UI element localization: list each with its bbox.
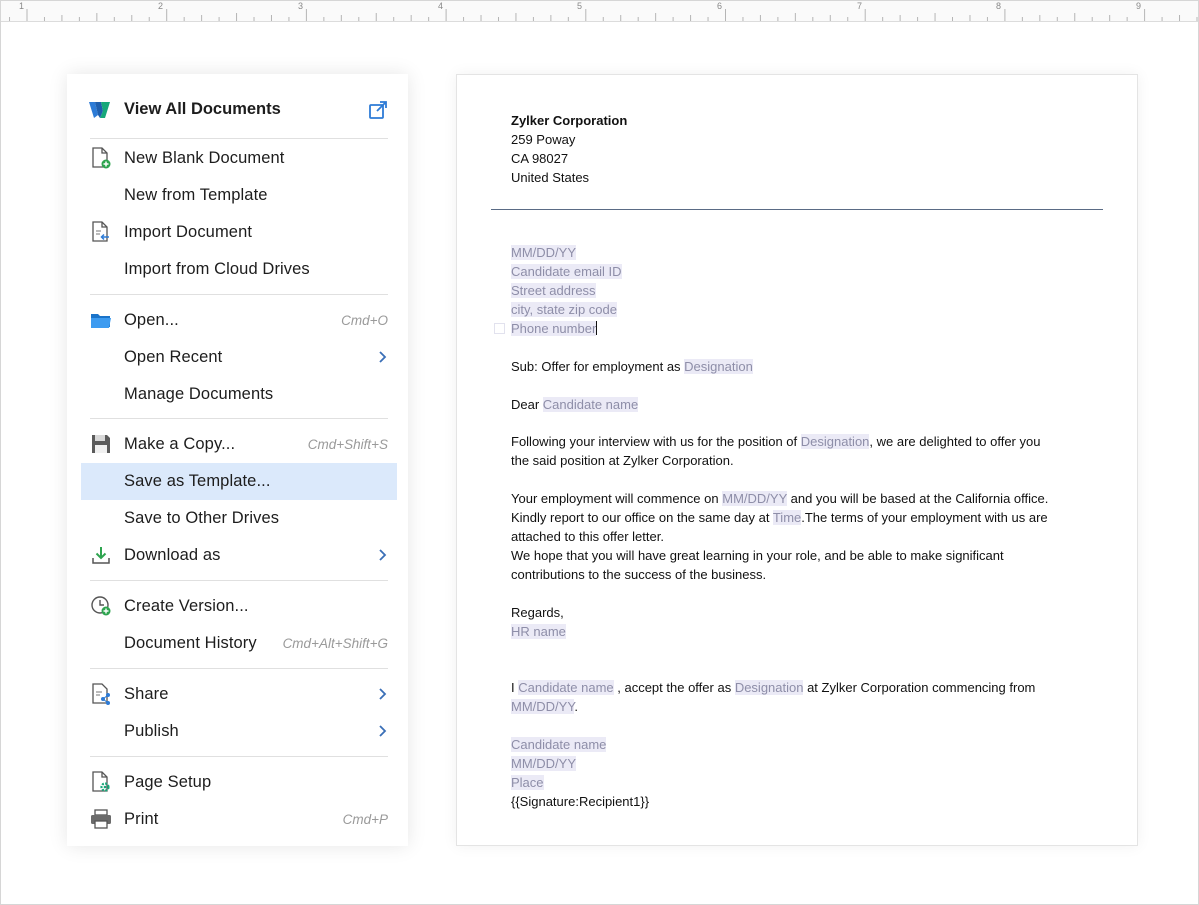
menu-item-save-to-other-drives[interactable] — [81, 500, 397, 537]
menu-separator — [90, 138, 388, 139]
merge-field-city[interactable] — [511, 301, 617, 319]
paragraph-line: We hope that you will have great learning in your role, and be able to make significant — [511, 548, 1004, 563]
merge-field-date[interactable] — [511, 244, 576, 262]
menu-item-share[interactable] — [81, 676, 397, 713]
menu-item-new-from-template[interactable] — [81, 177, 397, 214]
menu-item-label: Import from Cloud Drives — [124, 260, 310, 278]
menu-separator — [90, 580, 388, 581]
text: and you will be based at the California office. — [787, 491, 1049, 506]
company-address-line: 259 Poway — [511, 132, 576, 147]
company-name: Zylker Corporation — [511, 113, 628, 128]
merge-field-candidate[interactable] — [511, 736, 606, 754]
page-setup-icon — [90, 771, 112, 793]
merge-field-hr-name[interactable] — [511, 623, 566, 641]
salutation — [511, 396, 638, 414]
text: Your employment will commence on — [511, 491, 723, 506]
menu-header[interactable] — [81, 91, 397, 129]
document-page[interactable] — [456, 74, 1138, 846]
placeholder[interactable]: Candidate name — [542, 397, 639, 412]
paragraph-handle-icon[interactable] — [494, 323, 505, 334]
placeholder[interactable]: MM/DD/YY — [511, 699, 575, 714]
menu-separator — [90, 756, 388, 757]
merge-field-date[interactable] — [511, 755, 576, 773]
acceptance-line — [511, 698, 578, 716]
text: Kindly report to our office on the same day at — [511, 510, 773, 525]
chevron-right-icon — [378, 548, 388, 562]
paragraph-line — [511, 509, 1048, 527]
menu-item-document-history[interactable] — [81, 625, 397, 662]
menu-item-label: Create Version... — [124, 597, 249, 615]
menu-item-publish[interactable] — [81, 713, 397, 750]
company-address-line: CA 98027 — [511, 151, 569, 166]
menu-item-label: Share — [124, 685, 169, 703]
text: , we are delighted to offer you — [869, 434, 1041, 449]
horizontal-ruler[interactable] — [1, 1, 1198, 22]
ruler-number: 3 — [298, 1, 304, 11]
ruler-number: 9 — [1136, 1, 1142, 11]
menu-item-new-blank-document[interactable] — [81, 140, 397, 177]
menu-item-save-as-template[interactable] — [81, 463, 397, 500]
placeholder: Place — [511, 775, 544, 790]
shortcut-text: Cmd+P — [342, 812, 388, 827]
menu-item-label: Print — [124, 810, 159, 828]
menu-item-import-from-cloud-drives[interactable] — [81, 251, 397, 288]
placeholder[interactable]: Candidate name — [518, 680, 614, 695]
ruler-number: 2 — [158, 1, 164, 11]
merge-field-email[interactable] — [511, 263, 622, 281]
subject-line — [511, 358, 753, 376]
placeholder: Street address — [511, 283, 596, 298]
share-document-icon — [90, 683, 112, 705]
menu-item-label: Manage Documents — [124, 385, 274, 403]
menu-item-open-recent[interactable] — [81, 339, 397, 376]
menu-item-label: Make a Copy... — [124, 435, 236, 453]
chevron-right-icon — [378, 350, 388, 364]
menu-item-label: Import Document — [124, 223, 253, 241]
ruler-number: 1 — [19, 1, 25, 11]
ruler-number: 5 — [577, 1, 583, 11]
placeholder: HR name — [511, 624, 566, 639]
text: , accept the offer as — [613, 680, 735, 695]
text: Sub: Offer for employment as — [511, 359, 685, 374]
closing: Regards, — [511, 605, 564, 620]
text: Following your interview with us for the position of — [511, 434, 801, 449]
menu-separator — [90, 294, 388, 295]
menu-item-label: Download as — [124, 546, 221, 564]
shortcut-text: Cmd+Alt+Shift+G — [282, 636, 388, 651]
placeholder[interactable]: Time — [772, 510, 802, 525]
ruler-number: 4 — [438, 1, 444, 11]
text-cursor — [596, 321, 597, 335]
text: .The terms of your employment with us are — [801, 510, 1048, 525]
placeholder[interactable]: Designation — [800, 434, 870, 449]
placeholder: city, state zip code — [511, 302, 617, 317]
shortcut-text: Cmd+O — [341, 313, 388, 328]
menu-item-manage-documents[interactable] — [81, 376, 397, 413]
company-address-line: United States — [511, 170, 590, 185]
menu-item-label: New from Template — [124, 186, 268, 204]
menu-item-label: Open Recent — [124, 348, 223, 366]
text: at Zylker Corporation commencing from — [803, 680, 1036, 695]
text: . — [574, 699, 578, 714]
merge-field-phone[interactable] — [511, 320, 597, 338]
menu-item-open[interactable] — [81, 302, 397, 339]
menu-item-label: Open... — [124, 311, 179, 329]
folder-icon — [90, 309, 112, 331]
placeholder: Candidate name — [511, 737, 607, 752]
paragraph-line — [511, 433, 1040, 451]
menu-item-download-as[interactable] — [81, 537, 397, 574]
ruler-number: 6 — [717, 1, 723, 11]
menu-item-print[interactable] — [81, 801, 397, 838]
paragraph-line: contributions to the success of the business. — [511, 567, 767, 582]
acceptance-line — [511, 679, 1035, 697]
ruler-number: 8 — [996, 1, 1002, 11]
menu-separator — [90, 418, 388, 419]
text: I — [511, 680, 519, 695]
chevron-right-icon — [378, 724, 388, 738]
writer-logo-icon — [89, 101, 111, 124]
ruler-number: 7 — [857, 1, 863, 11]
placeholder: MM/DD/YY — [511, 245, 576, 260]
shortcut-text: Cmd+Shift+S — [307, 437, 388, 452]
placeholder: Phone number — [511, 321, 597, 336]
printer-icon — [90, 808, 112, 830]
placeholder: Candidate email ID — [511, 264, 622, 279]
view-all-documents-label: View All Documents — [124, 100, 281, 118]
placeholder[interactable]: MM/DD/YY — [722, 491, 787, 506]
merge-field-street[interactable] — [511, 282, 596, 300]
menu-item-import-document[interactable] — [81, 214, 397, 251]
paragraph-line: the said position at Zylker Corporation. — [511, 453, 734, 468]
menu-item-make-a-copy[interactable] — [81, 426, 397, 463]
menu-item-label: Page Setup — [124, 773, 212, 791]
chevron-right-icon — [378, 687, 388, 701]
placeholder: MM/DD/YY — [511, 756, 576, 771]
placeholder[interactable]: Designation — [734, 680, 804, 695]
placeholder[interactable]: Designation — [684, 359, 753, 374]
import-document-icon — [90, 221, 112, 243]
menu-item-label: Save as Template... — [124, 472, 271, 490]
menu-item-label: Publish — [124, 722, 179, 740]
paragraph-line — [511, 490, 1048, 508]
signature-field[interactable]: {{Signature:Recipient1}} — [511, 794, 650, 809]
merge-field-place[interactable] — [511, 774, 544, 792]
menu-item-label: Document History — [124, 634, 257, 652]
new-document-icon — [90, 147, 112, 169]
menu-item-label: Save to Other Drives — [124, 509, 280, 527]
paragraph-line: attached to this offer letter. — [511, 529, 664, 544]
menu-separator — [90, 668, 388, 669]
save-disk-icon — [90, 433, 112, 455]
download-icon — [90, 544, 112, 566]
menu-item-label: New Blank Document — [124, 149, 285, 167]
horizontal-rule — [491, 209, 1103, 210]
menu-item-page-setup[interactable] — [81, 764, 397, 801]
version-clock-icon — [90, 595, 112, 617]
ruler-ticks — [1, 1, 1198, 21]
open-external-icon[interactable] — [368, 100, 388, 125]
menu-item-create-version[interactable] — [81, 588, 397, 625]
text: Dear — [511, 397, 543, 412]
file-menu — [67, 74, 408, 846]
